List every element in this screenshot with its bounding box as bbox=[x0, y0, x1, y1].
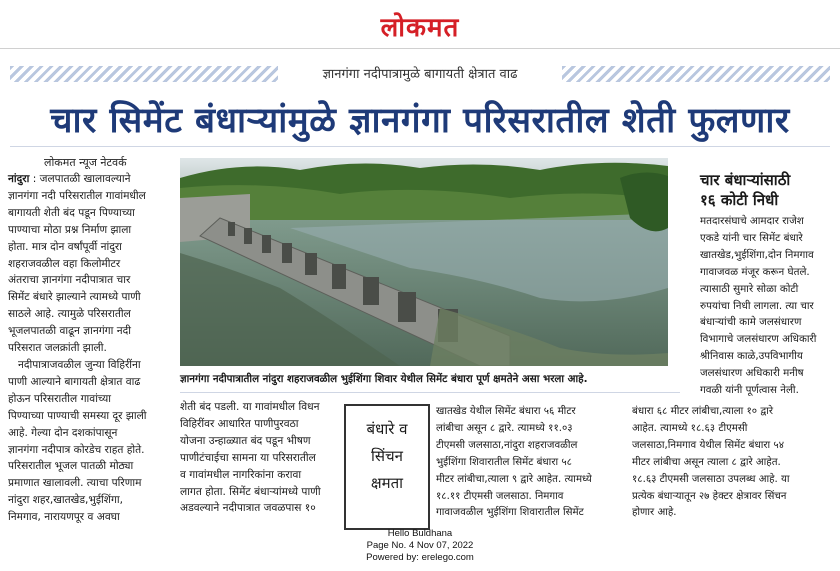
text-line: पाण्याचा मोठा प्रश्न निर्माण झाला bbox=[8, 223, 132, 236]
text-line: भुईशिंगा शिवारातील सिमेंट बंधारा ५८ bbox=[436, 456, 572, 468]
text-line: ज्ञानगंगा नदीपात्र कोरडेच राहत होते. bbox=[8, 443, 145, 456]
text-line: योजना उन्हाळ्यात बंद पडून भीषण bbox=[180, 434, 311, 447]
text-line: पाणीटंचाईचा सामना या परिसरातील bbox=[180, 451, 316, 464]
text-line: १८.६३ टीएमसी जलसाठा उपलब्ध आहे. या bbox=[632, 473, 790, 485]
page-footer bbox=[0, 528, 840, 564]
article-column-1 bbox=[8, 171, 172, 526]
text-line: १८.११ टीएमसी जलसाठा. निमगाव bbox=[436, 490, 564, 502]
footer-powered-by: Powered by: erelego.com bbox=[366, 552, 474, 563]
text-line: खातखेड येथील सिमेंट बंधारा ५६ मीटर bbox=[436, 406, 576, 417]
text-line: एकडे यांनी चार सिमेंट बंधारे bbox=[700, 231, 803, 244]
text-line: प्रमाणात खालावली. त्याचा परिणाम bbox=[8, 477, 142, 490]
text-line: निमगाव, नारायणपूर व अवघा bbox=[8, 511, 120, 524]
text-line: नांदुरा शहर,खातखेड,भुईशिंगा, bbox=[8, 494, 124, 507]
text-line: गवळी यांनी पूर्णत्वास नेली. bbox=[700, 384, 799, 397]
stripe-pattern-right bbox=[562, 66, 830, 82]
text-line: शहराजवळील वहा किलोमीटर bbox=[8, 257, 121, 270]
text-line: श्रीनिवास काळे,उपविभागीय bbox=[700, 350, 803, 363]
text-line: अंतराचा ज्ञानगंगा नदीपात्रात चार bbox=[8, 274, 131, 287]
text-line: विभागाचे जलसंधारण अधिकारी bbox=[700, 333, 817, 346]
text-line: त्यासाठी सुमारे सोळा कोटी bbox=[700, 282, 799, 295]
text-line: नदीपात्राजवळील जुन्या विहिरींना bbox=[18, 358, 141, 371]
text-line: प्रत्येक बंधाऱ्यातून २७ हेक्टर क्षेत्रावर सिंचन bbox=[632, 490, 787, 502]
sidebar-body bbox=[700, 213, 830, 399]
text-line: गावाजवळील भुईशिंगा शिवारातील सिमेंट bbox=[436, 507, 584, 519]
sidebar-heading bbox=[700, 170, 835, 210]
paragraph-2 bbox=[8, 357, 172, 374]
text-line: ज्ञानगंगा नदी परिसरातील गावांमधील bbox=[8, 189, 146, 202]
text-line: बंधाऱ्यांची कामे जलसंधारण bbox=[700, 316, 802, 329]
text-line: मीटर लांबीचा असून त्याला ८ द्वारे आहेत. bbox=[632, 456, 781, 468]
text-line: सिमेंट बंधारे झाल्याने त्यामध्ये पाणी bbox=[8, 291, 141, 304]
text-line: पाणी आल्याने बागायती क्षेत्रात वाढ bbox=[8, 375, 141, 388]
text-line: होणार आहे. bbox=[632, 507, 677, 519]
info-box-title bbox=[344, 416, 430, 497]
text-line: पिण्याच्या पाण्याची समस्या दूर झाली bbox=[8, 409, 147, 422]
text-line: विहिरींवर आधारित पाणीपुरवठा bbox=[180, 417, 299, 430]
kicker-text: ज्ञानगंगा नदीपात्रामुळे बागायती क्षेत्रात वाढ bbox=[322, 67, 518, 82]
news-photo-dam bbox=[180, 158, 668, 366]
text-line: खातखेड,भुईशिंगा,दोन निमगाव bbox=[700, 248, 814, 261]
text-line: बागायती शेती बंद पडून पिण्याच्या bbox=[8, 206, 135, 219]
text-line: : जलपातळी खालावल्याने bbox=[32, 173, 131, 185]
agency-byline: लोकमत न्यूज नेटवर्क bbox=[44, 156, 127, 169]
footer-site: Hello Buldhana bbox=[387, 528, 453, 539]
text-line: आहे. गेल्या दोन दशकांपासून bbox=[8, 426, 118, 439]
text-line: अडवल्याने नदीपात्रात जवळपास १० bbox=[180, 502, 316, 515]
stripe-pattern-left bbox=[10, 66, 278, 82]
text-line: परिसरात जलक्रांती झाली. bbox=[8, 342, 107, 355]
photo-caption: ज्ञानगंगा नदीपात्रातील नांदुरा शहराजवळील भुईशिंगा शिवार येथील सिमेंट बंधारा पूर्ण क्षमतेने असा भरला आहे. bbox=[180, 373, 588, 385]
sidebar-heading-line: चार बंधाऱ्यांसाठी bbox=[700, 171, 791, 189]
text-line: मीटर लांबीचा,त्याला ९ द्वारे आहेत. त्यामध्ये bbox=[436, 473, 592, 485]
headline-rule bbox=[10, 146, 830, 147]
text-line: भूजलपातळी वाढून ज्ञानगंगा नदी bbox=[8, 325, 131, 338]
text-line: शेती बंद पडली. या गावांमधील विधन bbox=[180, 401, 320, 413]
newspaper-logo: लोकमत bbox=[380, 13, 460, 43]
dateline: नांदुरा bbox=[8, 173, 30, 185]
text-line: मतदारसंघाचे आमदार राजेश bbox=[700, 215, 804, 227]
text-line: लागत होता. सिमेंट बंधाऱ्यांमध्ये पाणी bbox=[180, 485, 321, 498]
box-title-line: क्षमता bbox=[370, 474, 404, 492]
box-title-line: सिंचन bbox=[371, 447, 403, 465]
caption-rule bbox=[180, 392, 680, 393]
text-line: रुपयांचा निधी लागला. त्या चार bbox=[700, 299, 814, 312]
text-line: साठले आहे. त्यामुळे परिसरातील bbox=[8, 308, 131, 321]
text-line: होऊन परिसरातील गावांच्या bbox=[8, 392, 112, 405]
paragraph-1 bbox=[8, 171, 172, 357]
text-line: जलसंधारण अधिकारी मनीष bbox=[700, 367, 804, 380]
article-column-2 bbox=[180, 399, 340, 517]
text-line: लांबीचा असून ८ द्वारे. त्यामध्ये ११.०३ bbox=[436, 422, 573, 434]
text-line: होता. मात्र दोन वर्षांपूर्वी नांदुरा bbox=[8, 240, 122, 253]
article-column-4 bbox=[632, 404, 832, 522]
box-title-line: बंधारे व bbox=[366, 420, 408, 438]
text-line: आहेत. त्यामध्ये १८.६३ टीएमसी bbox=[632, 422, 748, 434]
paragraph-2-body bbox=[8, 374, 172, 526]
article-column-3 bbox=[436, 404, 626, 522]
text-line: परिसरातील भूजल पातळी मोठ्या bbox=[8, 460, 134, 473]
text-line: टीएमसी जलसाठा,नांदुरा शहराजवळील bbox=[436, 439, 578, 451]
dam-photo-illustration bbox=[180, 158, 668, 366]
footer-page-date: Page No. 4 Nov 07, 2022 bbox=[366, 540, 474, 551]
headline: चार सिमेंट बंधाऱ्यांमुळे ज्ञानगंगा परिसरातील शेती फुलणार bbox=[50, 101, 790, 141]
text-line: बंधारा ६८ मीटर लांबीचा,त्याला १० द्वारे bbox=[632, 406, 773, 417]
text-line: गावाजवळ मंजूर करून घेतले. bbox=[700, 265, 810, 278]
text-line: जलसाठा,निमगाव येथील सिमेंट बंधारा ५४ bbox=[632, 439, 784, 451]
text-line: व गावांमधील नागरिकांना करावा bbox=[180, 468, 302, 481]
sidebar-heading-line: १६ कोटी निधी bbox=[700, 191, 779, 209]
